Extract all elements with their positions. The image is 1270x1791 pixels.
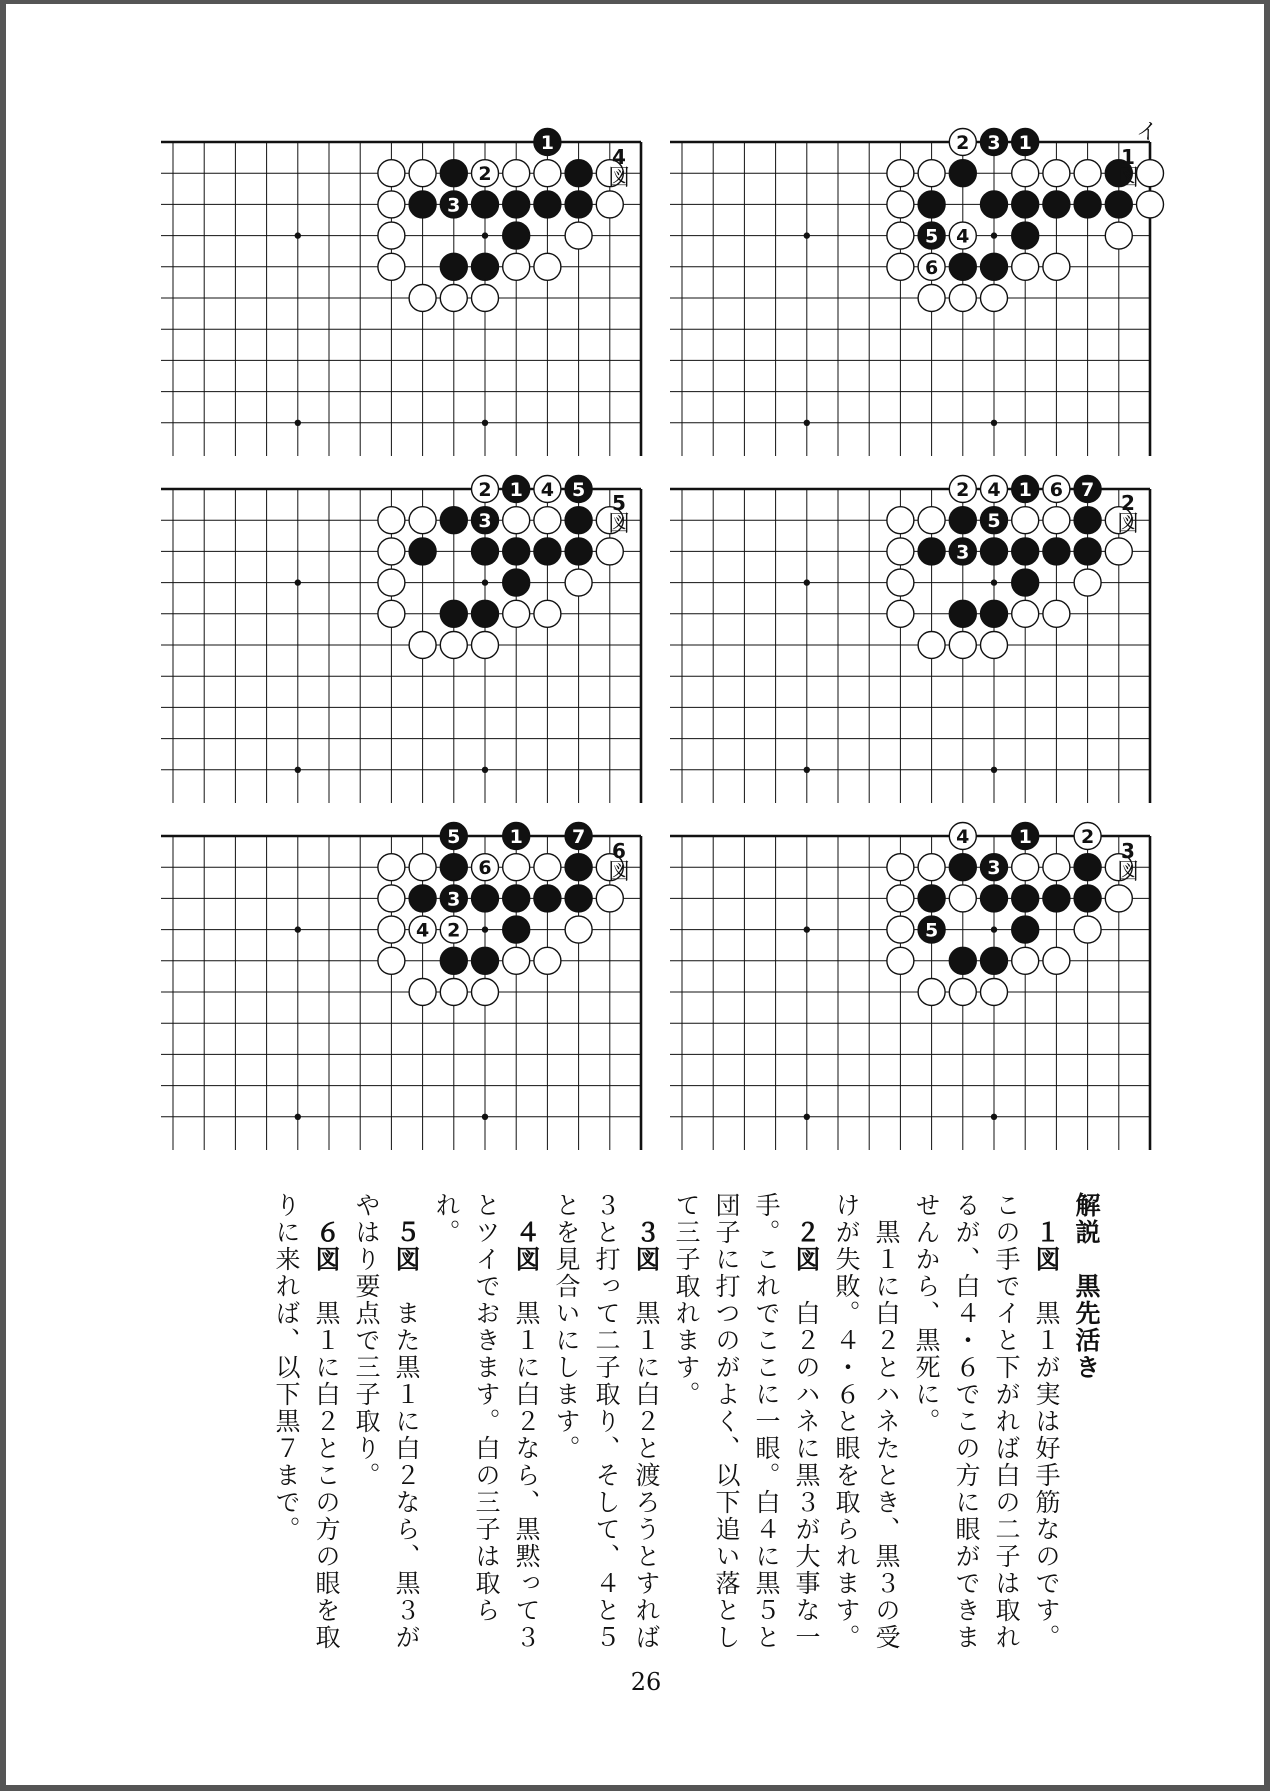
- figure-label-2: [1115, 492, 1141, 536]
- figure-number: 3: [1121, 839, 1135, 863]
- black-stone: [565, 191, 592, 218]
- white-stone: [981, 285, 1008, 312]
- white-stone: [378, 885, 405, 912]
- white-stone: [534, 160, 561, 187]
- star-point: [991, 232, 997, 238]
- white-stone: [887, 160, 914, 187]
- white-stone: [949, 632, 976, 659]
- black-stone: [981, 191, 1008, 218]
- white-stone: [596, 191, 623, 218]
- paragraph-text: 黒１に白２なら、黒黙って３とツイでおきます。白の三子は取られ。: [432, 1192, 541, 1651]
- move-number: 3: [956, 541, 970, 564]
- move-number: 2: [956, 132, 970, 154]
- black-stone: [409, 538, 436, 565]
- black-stone: [1105, 191, 1132, 218]
- white-stone: [440, 632, 467, 659]
- white-stone: [1105, 538, 1132, 565]
- black-stone: [949, 253, 976, 280]
- commentary-paragraph-4: [426, 1192, 546, 1652]
- black-stone: [918, 191, 945, 218]
- white-stone: [378, 507, 405, 534]
- black-stone: [503, 569, 530, 596]
- figure-kanji: 図: [607, 860, 630, 885]
- white-stone: [378, 191, 405, 218]
- figure-label-5: [606, 492, 632, 536]
- white-stone: [1105, 885, 1132, 912]
- black-stone: [981, 885, 1008, 912]
- move-number: 6: [478, 857, 492, 880]
- figure-kanji: 図: [1116, 166, 1139, 191]
- white-stone: [1012, 253, 1039, 280]
- commentary-text: [156, 1192, 1106, 1652]
- black-stone: [949, 947, 976, 974]
- paragraph-heading: １図: [1032, 1219, 1061, 1273]
- move-number: 5: [447, 826, 461, 848]
- white-stone: [534, 947, 561, 974]
- star-point: [482, 579, 488, 585]
- black-stone: [918, 885, 945, 912]
- black-stone: [472, 253, 499, 280]
- move-number: 1: [1018, 826, 1032, 848]
- move-number: 1: [1018, 479, 1032, 501]
- star-point: [991, 926, 997, 932]
- move-number: 2: [1080, 826, 1095, 848]
- star-point: [804, 232, 810, 238]
- white-stone: [887, 916, 914, 943]
- move-number: 4: [540, 479, 555, 501]
- commentary-title: 解説 黒先活き: [1072, 1192, 1101, 1381]
- white-stone: [981, 632, 1008, 659]
- paragraph-text: 黒１に白２とこの方の眼を取りに来れば、以下黒７まで。: [272, 1192, 341, 1651]
- figure-number: 1: [1121, 145, 1135, 169]
- white-stone: [534, 507, 561, 534]
- white-stone: [378, 253, 405, 280]
- black-stone: [472, 538, 499, 565]
- star-point: [482, 1114, 488, 1120]
- white-stone: [887, 569, 914, 596]
- star-point: [991, 420, 997, 426]
- white-stone: [918, 507, 945, 534]
- move-number: 1: [509, 826, 523, 848]
- white-stone: [596, 538, 623, 565]
- move-number: 1: [1018, 132, 1032, 154]
- white-stone: [503, 600, 530, 627]
- star-point: [991, 579, 997, 585]
- white-stone: [503, 507, 530, 534]
- move-number: 3: [478, 510, 492, 533]
- white-stone: [1012, 600, 1039, 627]
- star-point: [482, 232, 488, 238]
- figure-number: 2: [1121, 491, 1135, 515]
- move-number: 3: [447, 888, 461, 911]
- black-stone: [1074, 507, 1101, 534]
- move-number: 5: [924, 225, 939, 248]
- white-stone: [440, 979, 467, 1006]
- figure-kanji: 図: [607, 512, 630, 537]
- go-board-figure-1: [670, 120, 1159, 462]
- black-stone: [949, 160, 976, 187]
- paragraph-text: 黒１に白２とハネたとき、黒３の受けが失敗。４・６と眼を取られます。: [832, 1192, 901, 1651]
- commentary-paragraph-5: [346, 1192, 426, 1652]
- white-stone: [1012, 160, 1039, 187]
- paragraph-heading: ３図: [632, 1219, 661, 1273]
- go-board-figure-4: [161, 122, 601, 462]
- black-stone: [565, 885, 592, 912]
- black-stone: [1043, 538, 1070, 565]
- white-stone: [378, 222, 405, 249]
- commentary-paragraph-6: [266, 1192, 346, 1652]
- star-point: [295, 767, 301, 773]
- star-point: [295, 232, 301, 238]
- go-diagram: [161, 816, 601, 1156]
- white-stone: [409, 507, 436, 534]
- move-number: 3: [987, 132, 1001, 154]
- black-stone: [472, 885, 499, 912]
- move-number: 3: [447, 194, 461, 217]
- figure-kanji: 図: [1116, 860, 1139, 885]
- white-stone: [565, 916, 592, 943]
- star-point: [295, 420, 301, 426]
- white-stone: [887, 507, 914, 534]
- black-stone: [440, 253, 467, 280]
- black-stone: [440, 854, 467, 881]
- white-stone: [1105, 222, 1132, 249]
- move-number: 7: [571, 826, 586, 848]
- star-point: [804, 926, 810, 932]
- move-number: 4: [415, 919, 430, 942]
- white-stone: [596, 885, 623, 912]
- white-stone: [887, 253, 914, 280]
- move-number: 2: [956, 479, 970, 501]
- white-stone: [949, 285, 976, 312]
- white-stone: [409, 160, 436, 187]
- black-stone: [534, 885, 561, 912]
- go-board-figure-5: [161, 469, 601, 809]
- move-number: 2: [447, 919, 461, 942]
- white-stone: [503, 947, 530, 974]
- black-stone: [1043, 885, 1070, 912]
- white-stone: [440, 285, 467, 312]
- white-stone: [1137, 191, 1164, 218]
- black-stone: [949, 507, 976, 534]
- move-number: 4: [987, 479, 1001, 501]
- white-stone: [918, 632, 945, 659]
- black-stone: [534, 191, 561, 218]
- move-number: 2: [478, 479, 492, 501]
- white-stone: [472, 979, 499, 1006]
- go-board-figure-2: [670, 469, 1110, 809]
- white-stone: [378, 569, 405, 596]
- white-stone: [887, 191, 914, 218]
- black-stone: [949, 600, 976, 627]
- paragraph-text: 黒１が実は好手筋なのです。この手でイと下がれば白の二子は取れるが、白４・６でこの方に眼ができませんから、黒死に。: [912, 1192, 1061, 1651]
- black-stone: [472, 191, 499, 218]
- star-point: [804, 579, 810, 585]
- star-point: [482, 767, 488, 773]
- go-diagram: [670, 469, 1110, 809]
- black-stone: [503, 885, 530, 912]
- black-stone: [472, 947, 499, 974]
- white-stone: [565, 222, 592, 249]
- white-stone: [378, 600, 405, 627]
- white-stone: [918, 854, 945, 881]
- white-stone: [1043, 600, 1070, 627]
- black-stone: [1074, 885, 1101, 912]
- black-stone: [949, 854, 976, 881]
- white-stone: [887, 854, 914, 881]
- star-point: [295, 579, 301, 585]
- star-point: [804, 767, 810, 773]
- black-stone: [440, 600, 467, 627]
- black-stone: [565, 160, 592, 187]
- paragraph-heading: ５図: [392, 1219, 421, 1273]
- move-number: 3: [987, 857, 1001, 880]
- move-number: 5: [571, 479, 586, 501]
- go-diagram: [670, 816, 1110, 1156]
- move-number: 5: [924, 919, 939, 942]
- white-stone: [887, 947, 914, 974]
- figure-label-6: [606, 840, 632, 884]
- commentary-paragraph-1: [906, 1192, 1066, 1652]
- move-number: 7: [1080, 479, 1095, 501]
- black-stone: [1012, 538, 1039, 565]
- white-stone: [1043, 947, 1070, 974]
- white-stone: [1012, 947, 1039, 974]
- star-point: [482, 926, 488, 932]
- white-stone: [918, 160, 945, 187]
- go-board-figure-6: [161, 816, 601, 1156]
- white-stone: [503, 160, 530, 187]
- white-stone: [378, 916, 405, 943]
- white-stone: [409, 632, 436, 659]
- black-stone: [1074, 538, 1101, 565]
- star-point: [295, 1114, 301, 1120]
- commentary-paragraph-3: [546, 1192, 666, 1652]
- move-number: 4: [956, 826, 970, 848]
- go-diagram: [161, 122, 601, 462]
- move-number: 2: [478, 163, 492, 186]
- white-stone: [1043, 507, 1070, 534]
- black-stone: [503, 222, 530, 249]
- white-stone: [887, 222, 914, 249]
- white-stone: [534, 854, 561, 881]
- white-stone: [1012, 507, 1039, 534]
- black-stone: [472, 600, 499, 627]
- white-stone: [887, 538, 914, 565]
- black-stone: [503, 916, 530, 943]
- black-stone: [565, 538, 592, 565]
- white-stone: [378, 947, 405, 974]
- move-number: 1: [540, 132, 555, 154]
- figure-label-1: [1115, 146, 1141, 190]
- paragraph-text: 黒１に白２と渡ろうとすれば３と打って二子取り、そして、４と５とを見合いにします。: [552, 1192, 661, 1651]
- move-number: 6: [924, 256, 939, 279]
- go-diagram: [670, 120, 1159, 462]
- white-stone: [472, 632, 499, 659]
- figure-label-4: [606, 146, 632, 190]
- figure-kanji: 図: [1116, 512, 1139, 537]
- commentary-paragraph-1b: [826, 1192, 906, 1652]
- black-stone: [1012, 191, 1039, 218]
- white-stone: [1043, 854, 1070, 881]
- black-stone: [1012, 569, 1039, 596]
- paragraph-heading: ６図: [312, 1219, 341, 1273]
- black-stone: [440, 160, 467, 187]
- white-stone: [918, 285, 945, 312]
- paragraph-text: 白２のハネに黒３が大事な一手。これでここに一眼。白４に黒５と団子に打つのがよく、以下追い落として三子取れます。: [672, 1192, 821, 1651]
- figure-number: 4: [612, 145, 626, 169]
- move-number: 1: [509, 479, 523, 501]
- black-stone: [981, 538, 1008, 565]
- white-stone: [409, 979, 436, 1006]
- white-stone: [534, 253, 561, 280]
- white-stone: [378, 160, 405, 187]
- star-point: [991, 767, 997, 773]
- go-diagram: [161, 469, 601, 809]
- black-stone: [503, 538, 530, 565]
- white-stone: [472, 285, 499, 312]
- black-stone: [981, 947, 1008, 974]
- black-stone: [409, 191, 436, 218]
- black-stone: [534, 538, 561, 565]
- star-point: [804, 420, 810, 426]
- black-stone: [565, 854, 592, 881]
- white-stone: [1074, 916, 1101, 943]
- white-stone: [1043, 160, 1070, 187]
- black-stone: [565, 507, 592, 534]
- white-stone: [378, 538, 405, 565]
- paragraph-heading: ４図: [512, 1219, 541, 1273]
- star-point: [295, 926, 301, 932]
- black-stone: [1043, 191, 1070, 218]
- black-stone: [409, 885, 436, 912]
- white-stone: [503, 854, 530, 881]
- black-stone: [1012, 885, 1039, 912]
- black-stone: [981, 600, 1008, 627]
- star-point: [482, 420, 488, 426]
- white-stone: [887, 600, 914, 627]
- white-stone: [981, 979, 1008, 1006]
- white-stone: [1074, 569, 1101, 596]
- figure-label-3: [1115, 840, 1141, 884]
- black-stone: [440, 507, 467, 534]
- white-stone: [1012, 854, 1039, 881]
- black-stone: [1074, 854, 1101, 881]
- figure-kanji: 図: [607, 166, 630, 191]
- white-stone: [1074, 160, 1101, 187]
- paragraph-text: また黒１に白２なら、黒３がやはり要点で三子取り。: [352, 1192, 421, 1651]
- paragraph-heading: ２図: [792, 1219, 821, 1273]
- black-stone: [1074, 191, 1101, 218]
- figure-number: 6: [612, 839, 626, 863]
- black-stone: [1012, 222, 1039, 249]
- white-stone: [409, 854, 436, 881]
- white-stone: [409, 285, 436, 312]
- white-stone: [565, 569, 592, 596]
- white-stone: [949, 979, 976, 1006]
- white-stone: [918, 979, 945, 1006]
- position-marker-label: イ: [1136, 120, 1159, 145]
- white-stone: [378, 854, 405, 881]
- black-stone: [981, 253, 1008, 280]
- white-stone: [949, 885, 976, 912]
- white-stone: [503, 253, 530, 280]
- black-stone: [440, 947, 467, 974]
- move-number: 6: [1049, 479, 1064, 501]
- star-point: [804, 1114, 810, 1120]
- commentary-paragraph-2: [666, 1192, 826, 1652]
- black-stone: [918, 538, 945, 565]
- white-stone: [1043, 253, 1070, 280]
- star-point: [991, 1114, 997, 1120]
- move-number: 4: [956, 225, 970, 248]
- go-board-figure-3: [670, 816, 1110, 1156]
- page-number: 26: [630, 1668, 662, 1696]
- white-stone: [887, 885, 914, 912]
- black-stone: [503, 191, 530, 218]
- book-page: [6, 4, 1264, 1785]
- black-stone: [1012, 916, 1039, 943]
- figure-number: 5: [612, 491, 626, 515]
- move-number: 5: [987, 510, 1001, 533]
- white-stone: [534, 600, 561, 627]
